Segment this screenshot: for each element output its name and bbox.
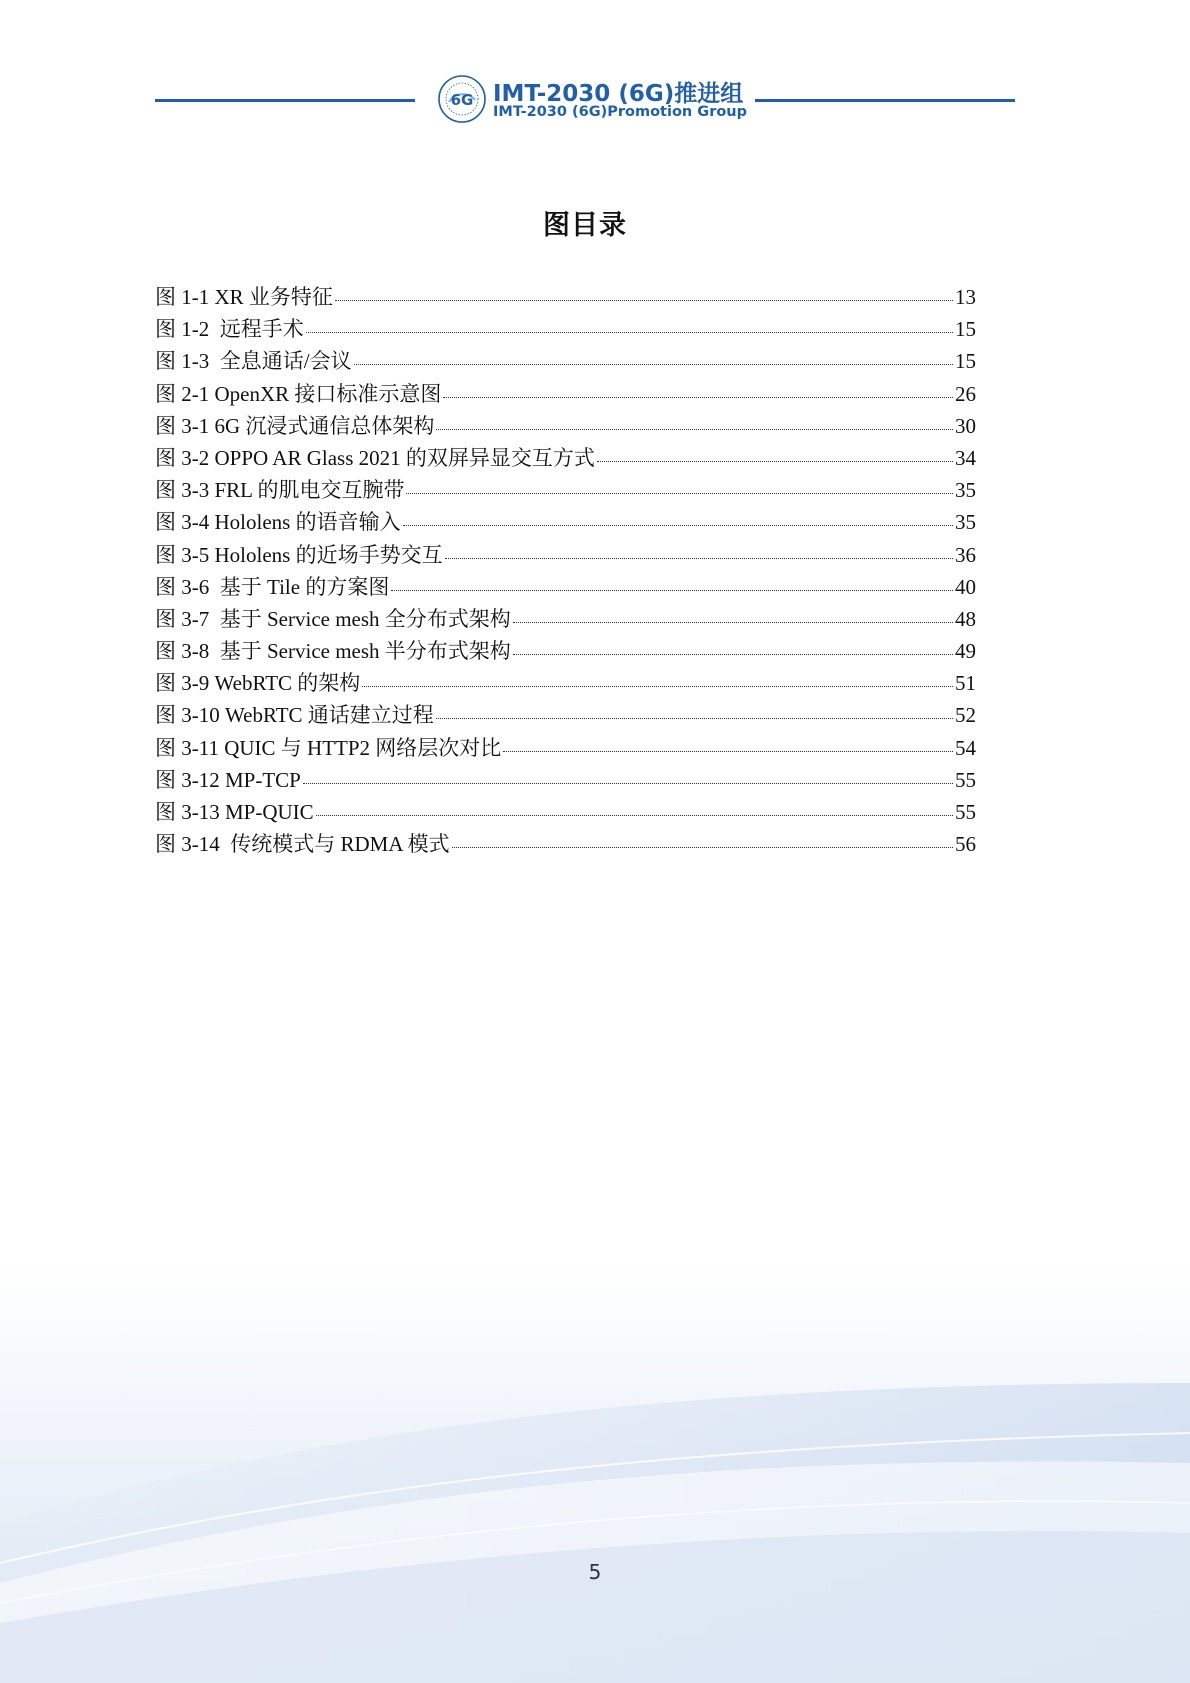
toc-entry[interactable] <box>155 796 976 828</box>
toc-dot-leader <box>436 717 953 719</box>
toc-dot-leader <box>443 396 953 398</box>
toc-entry-page: 15 <box>955 349 976 374</box>
toc-entry[interactable] <box>155 539 976 571</box>
toc-entry-label: 图 3-11 QUIC 与 HTTP2 网络层次对比 <box>155 735 502 760</box>
toc-entry-label: 图 1-3 全息通话/会议 <box>155 349 352 374</box>
toc-entry-page: 15 <box>955 317 976 342</box>
toc-dot-leader <box>513 621 953 623</box>
page-header <box>155 72 1015 132</box>
toc-entry[interactable] <box>155 281 976 313</box>
toc-entry-page: 55 <box>955 800 976 824</box>
toc-dot-leader <box>335 299 953 301</box>
toc-entry-label: 图 1-1 XR 业务特征 <box>155 285 333 309</box>
logo-text: 6G <box>450 91 474 109</box>
toc-entry-label: 图 3-12 MP-TCP <box>155 767 301 792</box>
toc-entry-label: 图 3-7 基于 Service mesh 全分布式架构 <box>155 606 511 631</box>
page-title: 图目录 <box>543 210 627 241</box>
toc-entry-label: 图 3-6 基于 Tile 的方案图 <box>155 574 390 599</box>
toc-entry-page: 55 <box>955 767 976 792</box>
toc-entry-label: 图 3-13 MP-QUIC <box>155 800 314 824</box>
toc-entry[interactable] <box>155 635 976 667</box>
toc-dot-leader <box>306 331 953 333</box>
toc-entry-label: 图 3-10 WebRTC 通话建立过程 <box>155 703 434 728</box>
toc-dot-leader <box>362 685 953 687</box>
toc-entry[interactable] <box>155 699 976 731</box>
toc-dot-leader <box>303 782 953 784</box>
figure-list <box>155 281 976 860</box>
toc-dot-leader <box>391 589 953 591</box>
header-rule-right <box>755 99 1015 102</box>
brand-name-chinese: IMT-2030 (6G)推进组 <box>493 81 744 107</box>
toc-dot-leader <box>403 524 953 526</box>
header-rule-left <box>155 99 415 102</box>
toc-entry-page: 52 <box>955 703 976 728</box>
toc-dot-leader <box>436 428 953 430</box>
toc-entry-label: 图 1-2 远程手术 <box>155 317 304 342</box>
toc-entry[interactable] <box>155 732 976 764</box>
toc-entry-page: 13 <box>955 285 976 309</box>
toc-entry-page: 30 <box>955 413 976 438</box>
toc-dot-leader <box>452 846 953 848</box>
toc-dot-leader <box>503 750 953 752</box>
toc-entry-page: 40 <box>955 574 976 599</box>
toc-entry-label: 图 2-1 OpenXR 接口标准示意图 <box>155 381 442 406</box>
toc-entry-label: 图 3-4 Hololens 的语音输入 <box>155 510 401 535</box>
toc-entry-page: 36 <box>955 542 976 567</box>
toc-entry-label: 图 3-14 传统模式与 RDMA 模式 <box>155 832 450 857</box>
toc-entry-page: 26 <box>955 381 976 406</box>
page-number: 5 <box>588 1560 602 1584</box>
toc-dot-leader <box>406 492 953 494</box>
toc-dot-leader <box>513 653 953 655</box>
toc-entry-page: 34 <box>955 445 976 470</box>
toc-entry-page: 56 <box>955 832 976 857</box>
toc-entry[interactable] <box>155 571 976 603</box>
toc-entry-page: 49 <box>955 639 976 664</box>
toc-entry-label: 图 3-2 OPPO AR Glass 2021 的双屏异显交互方式 <box>155 445 595 470</box>
toc-entry[interactable] <box>155 378 976 410</box>
toc-entry-label: 图 3-1 6G 沉浸式通信总体架构 <box>155 413 435 438</box>
toc-entry[interactable] <box>155 410 976 442</box>
toc-entry-page: 54 <box>955 735 976 760</box>
toc-entry[interactable] <box>155 442 976 474</box>
background-wave-decoration <box>0 1263 1190 1683</box>
toc-entry[interactable] <box>155 506 976 538</box>
toc-entry-page: 35 <box>955 510 976 535</box>
toc-entry[interactable] <box>155 603 976 635</box>
toc-dot-leader <box>445 557 953 559</box>
toc-entry-label: 图 3-8 基于 Service mesh 半分布式架构 <box>155 639 511 664</box>
toc-entry-label: 图 3-5 Hololens 的近场手势交互 <box>155 542 443 567</box>
toc-dot-leader <box>316 814 953 816</box>
toc-entry-page: 48 <box>955 606 976 631</box>
toc-dot-leader <box>597 460 953 462</box>
toc-entry[interactable] <box>155 764 976 796</box>
toc-entry-label: 图 3-3 FRL 的肌电交互腕带 <box>155 478 405 503</box>
toc-entry[interactable] <box>155 313 976 345</box>
toc-entry[interactable] <box>155 667 976 699</box>
imt2030-logo-icon <box>437 74 487 124</box>
toc-dot-leader <box>354 363 953 365</box>
toc-entry[interactable] <box>155 828 976 860</box>
toc-entry-page: 51 <box>955 671 976 696</box>
toc-entry[interactable] <box>155 474 976 506</box>
brand-name-english: IMT-2030 (6G)Promotion Group <box>493 104 748 120</box>
toc-entry-label: 图 3-9 WebRTC 的架构 <box>155 671 361 696</box>
toc-entry-page: 35 <box>955 478 976 503</box>
toc-entry[interactable] <box>155 345 976 377</box>
